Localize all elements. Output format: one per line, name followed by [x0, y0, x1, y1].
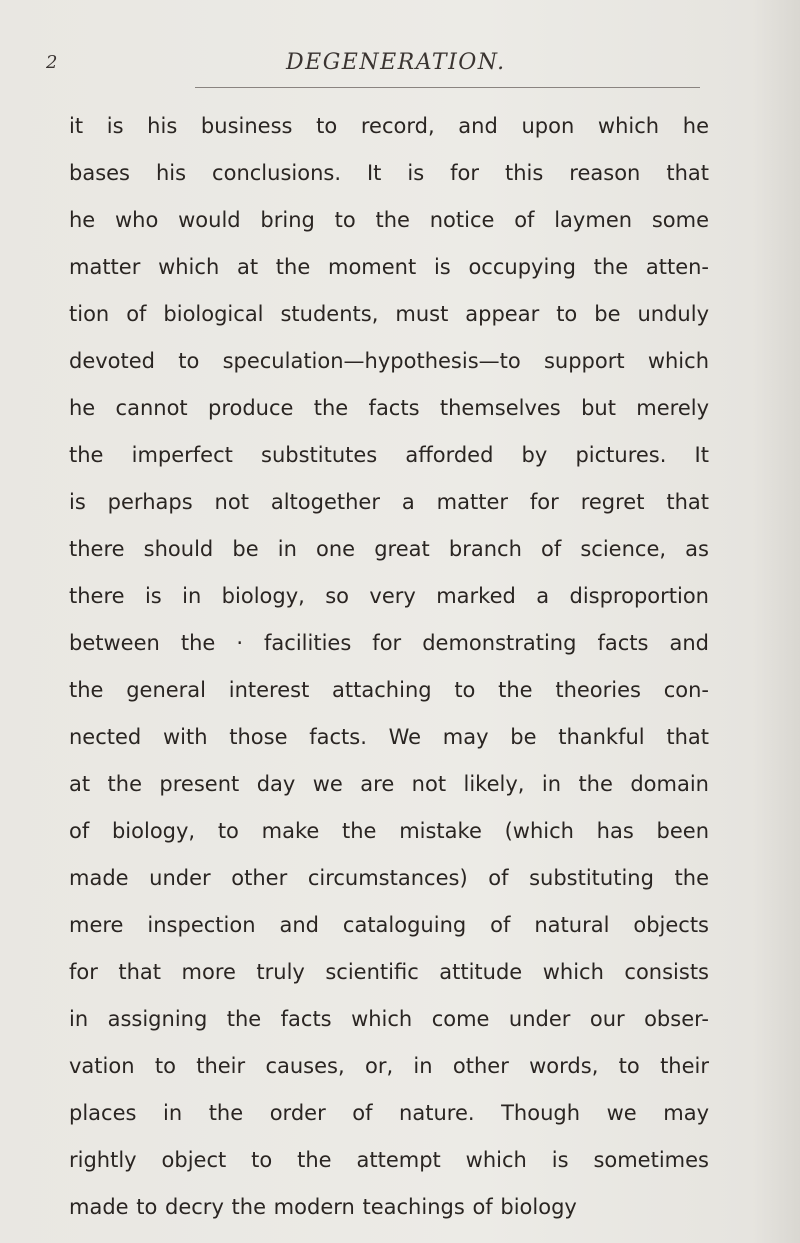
- text-line: is perhaps not altogether a matter for regret that: [69, 490, 709, 514]
- text-line: vation to their causes, or, in other words, to their: [69, 1054, 709, 1078]
- text-line: in assigning the facts which come under our obser-: [69, 1007, 709, 1031]
- text-line: matter which at the moment is occupying the atten-: [69, 255, 709, 279]
- text-line: made under other circumstances) of substituting the: [69, 866, 709, 890]
- text-line: of biology, to make the mistake (which has been: [69, 819, 709, 843]
- text-line: for that more truly scientific attitude which consists: [69, 960, 709, 984]
- header-rule: [195, 87, 700, 88]
- body-text: [69, 103, 709, 1231]
- text-line: mere inspection and cataloguing of natural objects: [69, 913, 709, 937]
- text-line: there is in biology, so very marked a disproportion: [69, 584, 709, 608]
- text-line: rightly object to the attempt which is sometimes: [69, 1148, 709, 1172]
- text-line: he who would bring to the notice of laymen some: [69, 208, 709, 232]
- text-line: there should be in one great branch of science, as: [69, 537, 709, 561]
- text-line: the imperfect substitutes afforded by pictures. It: [69, 443, 709, 467]
- text-line: he cannot produce the facts themselves but merely: [69, 396, 709, 420]
- text-line: nected with those facts. We may be thankful that: [69, 725, 709, 749]
- running-head: [0, 44, 800, 84]
- text-line: between the · facilities for demonstrating facts and: [69, 631, 709, 655]
- text-line: bases his conclusions. It is for this reason that: [69, 161, 709, 185]
- text-line: it is his business to record, and upon which he: [69, 114, 709, 138]
- text-line: devoted to speculation—hypothesis—to support which: [69, 349, 709, 373]
- text-line: the general interest attaching to the theories con-: [69, 678, 709, 702]
- text-line: made to decry the modern teachings of biology: [69, 1195, 577, 1219]
- text-line: places in the order of nature. Though we may: [69, 1101, 709, 1125]
- page-number: 2: [46, 52, 58, 73]
- text-line: tion of biological students, must appear to be unduly: [69, 302, 709, 326]
- text-line: at the present day we are not likely, in the domain: [69, 772, 709, 796]
- running-title: DEGENERATION.: [286, 50, 506, 75]
